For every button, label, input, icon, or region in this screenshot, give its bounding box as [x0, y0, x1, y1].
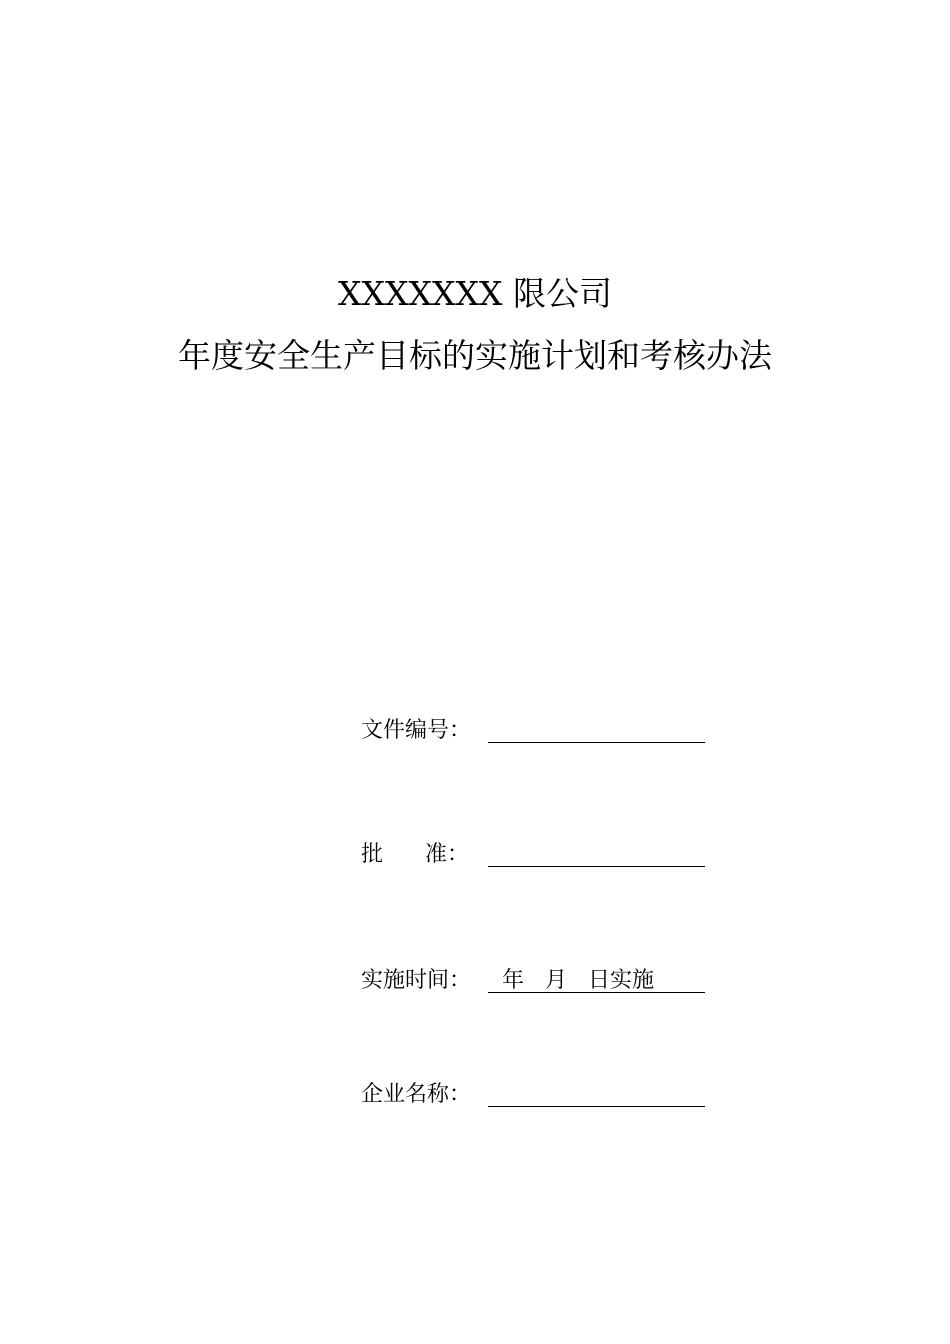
- company-name-underline: [488, 1106, 705, 1107]
- document-title-company: XXXXXXX 限公司: [338, 274, 612, 313]
- implementation-date-value: 年 月 日实施: [488, 968, 654, 993]
- company-name-label: 企业名称：: [361, 1082, 472, 1107]
- doc-number-label: 文件编号：: [361, 718, 472, 743]
- doc-number-underline: [488, 742, 705, 743]
- approval-label: 批 准：: [361, 842, 469, 867]
- implementation-date-label: 实施时间：: [361, 968, 472, 993]
- document-title-main: 年度安全生产目标的实施计划和考核办法: [178, 336, 772, 375]
- approval-underline: [488, 866, 705, 867]
- implementation-date-underline: [488, 992, 705, 993]
